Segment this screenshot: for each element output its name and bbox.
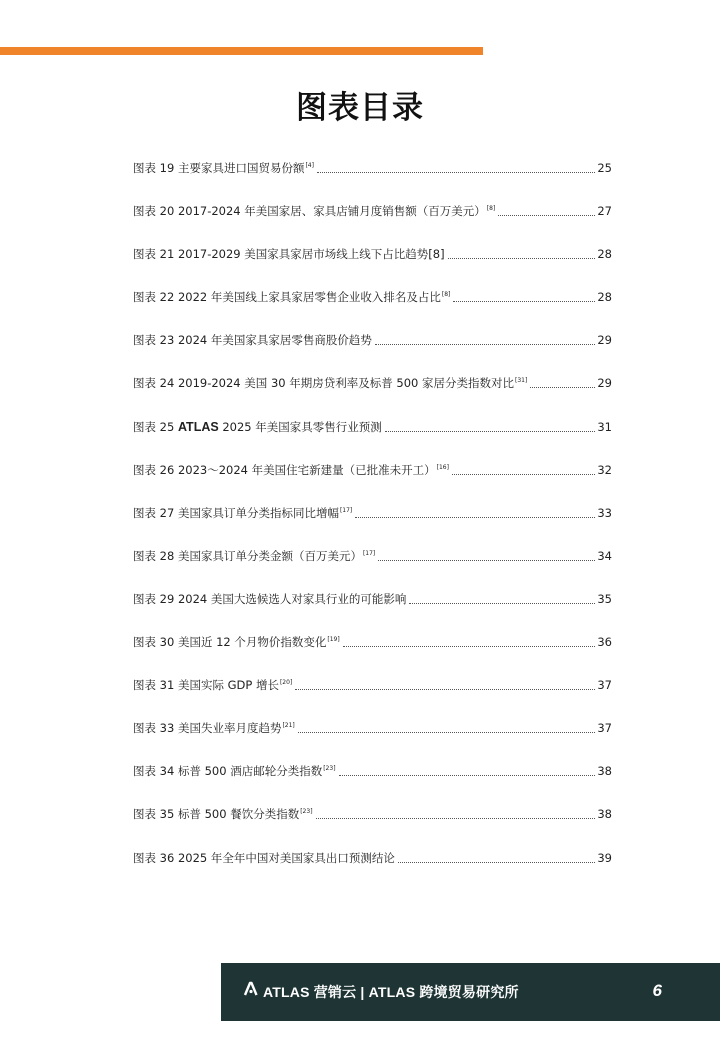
toc-page-number: 38 <box>597 764 612 779</box>
toc-label: 图表 29 2024 美国大选候选人对家具行业的可能影响 <box>133 591 407 606</box>
toc-item[interactable] <box>133 846 612 889</box>
toc-reference: [8] <box>441 291 451 299</box>
page-number: 6 <box>652 981 662 1000</box>
toc-label: 图表 22 2022 年美国线上家具家居零售企业收入排名及占比[8] <box>133 290 451 305</box>
toc-item[interactable] <box>133 156 612 199</box>
toc-label: 图表 28 美国家具订单分类金额（百万美元）[17] <box>133 548 376 563</box>
toc-reference: [4] <box>305 162 314 169</box>
toc-label: 图表 21 2017-2029 美国家具家居市场线上线下占比趋势[8] <box>133 247 445 262</box>
toc-leader <box>343 630 596 647</box>
toc-leader <box>448 242 596 259</box>
header-accent-bar <box>0 47 483 55</box>
toc-reference: [19] <box>327 636 340 644</box>
table-of-figures <box>133 156 612 889</box>
toc-leader <box>398 846 595 863</box>
toc-item[interactable] <box>133 458 612 501</box>
toc-leader <box>295 673 595 690</box>
toc-item[interactable] <box>133 759 612 802</box>
toc-leader <box>375 328 595 345</box>
toc-leader <box>385 415 596 432</box>
toc-label: 图表 20 2017-2024 年美国家居、家具店铺月度销售额（百万美元）[8] <box>133 204 496 219</box>
toc-reference: [31] <box>515 377 528 385</box>
toc-label: 图表 27 美国家具订单分类指标同比增幅[17] <box>133 505 353 520</box>
toc-page-number: 31 <box>597 419 612 434</box>
toc-page-number: 29 <box>597 376 612 391</box>
toc-label: 图表 24 2019-2024 美国 30 年期房贷利率及标普 500 家居分类指数对比[31] <box>133 376 528 391</box>
toc-reference: [20] <box>279 679 293 687</box>
toc-leader <box>378 544 595 561</box>
toc-item[interactable] <box>133 587 612 630</box>
toc-item[interactable] <box>133 285 612 328</box>
toc-leader <box>453 285 595 302</box>
toc-label: 图表 30 美国近 12 个月物价指数变化[19] <box>133 635 340 650</box>
toc-label: 图表 26 2023～2024 年美国住宅新建量（已批准未开工）[16] <box>133 462 449 477</box>
toc-page-number: 36 <box>597 635 612 650</box>
toc-item[interactable] <box>133 630 612 673</box>
footer-brand: ATLAS 营销云 | ATLAS 跨境贸易研究所 <box>263 984 519 1000</box>
toc-leader <box>452 458 595 475</box>
toc-leader <box>317 156 595 173</box>
toc-item[interactable] <box>133 371 612 414</box>
toc-item[interactable] <box>133 415 612 458</box>
toc-page-number: 25 <box>597 161 612 175</box>
toc-item[interactable] <box>133 328 612 371</box>
toc-page-number: 32 <box>597 462 612 477</box>
toc-reference: [23] <box>323 765 336 773</box>
footer-bar <box>221 963 720 1021</box>
toc-page-number: 28 <box>597 247 612 262</box>
toc-leader <box>409 587 595 604</box>
toc-item[interactable] <box>133 199 612 242</box>
toc-reference: [8] <box>486 205 496 213</box>
toc-page-number: 33 <box>597 505 612 520</box>
toc-page-number: 27 <box>597 204 612 219</box>
toc-reference: [21] <box>282 722 295 730</box>
toc-label: 图表 25 ATLAS 2025 年美国家具零售行业预测 <box>133 419 382 434</box>
toc-label: 图表 36 2025 年全年中国对美国家具出口预测结论 <box>133 850 395 865</box>
toc-item[interactable] <box>133 716 612 759</box>
toc-page-number: 34 <box>597 548 612 563</box>
toc-label: 图表 34 标普 500 酒店邮轮分类指数[23] <box>133 764 336 779</box>
toc-page-number: 28 <box>597 290 612 305</box>
toc-page-number: 37 <box>597 721 612 736</box>
toc-reference: [17] <box>339 506 353 514</box>
toc-page-number: 37 <box>597 678 612 693</box>
toc-item[interactable] <box>133 544 612 587</box>
toc-item[interactable] <box>133 242 612 285</box>
toc-reference: [23] <box>300 808 313 816</box>
toc-page-number: 38 <box>597 807 612 822</box>
toc-leader <box>298 716 596 733</box>
toc-item[interactable] <box>133 501 612 544</box>
toc-item[interactable] <box>133 673 612 716</box>
toc-label: 图表 33 美国失业率月度趋势[21] <box>133 721 295 736</box>
toc-reference: [16] <box>436 463 449 471</box>
page-title: 图表目录 <box>296 90 424 126</box>
toc-leader <box>530 371 595 388</box>
toc-page-number: 29 <box>597 333 612 348</box>
toc-page-number: 39 <box>597 850 612 865</box>
toc-label: 图表 31 美国实际 GDP 增长[20] <box>133 678 293 693</box>
toc-label: 图表 23 2024 年美国家具家居零售商股价趋势 <box>133 333 372 348</box>
toc-reference: [17] <box>362 549 376 557</box>
toc-label: 图表 19 主要家具进口国贸易份额[4] <box>133 161 314 175</box>
toc-leader <box>498 199 595 216</box>
toc-page-number: 35 <box>597 591 612 606</box>
toc-leader <box>316 802 596 819</box>
toc-item[interactable] <box>133 802 612 845</box>
toc-leader <box>339 759 596 776</box>
toc-label: 图表 35 标普 500 餐饮分类指数[23] <box>133 807 313 822</box>
toc-leader <box>355 501 595 518</box>
atlas-brand-text: ATLAS <box>177 419 219 434</box>
